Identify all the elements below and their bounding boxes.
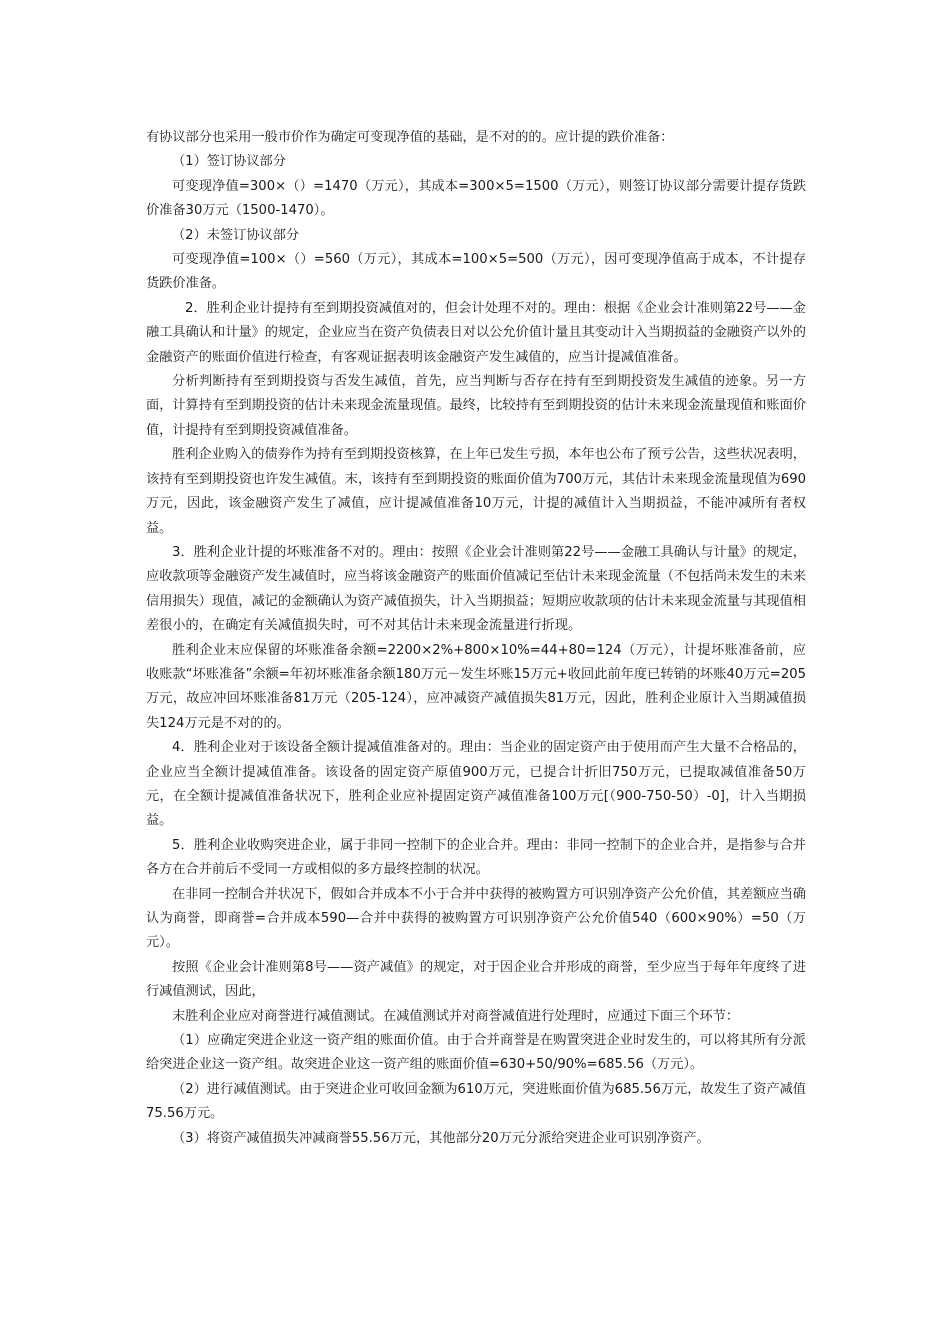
paragraph-item-4: 4．胜利企业对于该设备全额计提减值准备对的。理由：当企业的固定资产由于使用而产生大量不合格品的，企业应当全额计提减值准备。该设备的固定资产原值900万元，已提合计折旧750万元，已提取减值准备50万元，在全额计提减值准备状况下，胜利企业应补提固定资产减值准备100万元[（900-750-50）-0]，计入当期损益。 <box>146 740 806 829</box>
paragraph-item-3: 3．胜利企业计提的坏账准备不对的。理由：按照《企业会计准则第22号——金融工具确认与计量》的规定，应收款项等金融资产发生减值时，应当将该金融资产的账面价值减记至估计未来现金流量（不包括尚未发生的未来信用损失）现值，减记的金额确认为资产减值损失，计入当期损益；短期应收款项的估计未来现金流量与其现值相差很小的，在确定有关减值损失时，可不对其估计未来现金流量进行折现。 <box>146 544 806 634</box>
paragraph-signed-calc: 可变现净值=300×（）=1470（万元），其成本=300×5=1500（万元），则签订协议部分需要计提存货跌价准备30万元（1500-1470）。 <box>146 178 806 219</box>
paragraph-item-5: 5．胜利企业收购突进企业，属于非同一控制下的企业合并。理由：非同一控制下的企业合并，是指参与合并各方在合并前后不受同一方或相似的多方最终控制的状况。 <box>146 837 806 878</box>
paragraph-item-2: 2．胜利企业计提持有至到期投资减值对的，但会计处理不对的。理由：根据《企业会计准则第22号——金融工具确认和计量》的规定，企业应当在资产负债表日对以公允价值计量且其变动计入当期损益的金融资产以外的金融资产的账面价值进行检查，有客观证据表明该金融资产发生减值的，应当计提减值准备。 <box>146 300 806 365</box>
paragraph-step-2: （2）进行减值测试。由于突进企业可收回金额为610万元，突进账面价值为685.56万元，故发生了资产减值75.56万元。 <box>146 1081 806 1122</box>
paragraph-bad-debt-calc: 胜利企业末应保留的坏账准备余额=2200×2%+800×10%=44+80=124（万元），计提坏账准备前，应收账款“坏账准备”余额=年初坏账准备余额180万元－发生坏账15万元+收回此前年度已转销的坏账40万元=205万元，故应冲回坏账准备81万元（205-124），应冲减资产减值损失81万元，因此，胜利企业原计入当期减值损失124万元是不对的的。 <box>146 642 806 731</box>
paragraph-goodwill-calc: 在非同一控制合并状况下，假如合并成本不小于合并中获得的被购置方可识别净资产公允价值，其差额应当确认为商誉，即商誉=合并成本590—合并中获得的被购置方可识别净资产公允价值540（600×90%）=50（万元）。 <box>146 886 806 951</box>
subheading-signed-contract: （1）签订协议部分 <box>172 154 286 170</box>
paragraph-continuation: 有协议部分也采用一般市价作为确定可变现净值的基础，是不对的的。应计提的跌价准备： <box>146 130 674 145</box>
document-body <box>146 126 806 1151</box>
paragraph-step-3: （3）将资产减值损失冲减商誉55.56万元，其他部分20万元分派给突进企业可识别净资产。 <box>172 1130 710 1146</box>
paragraph-impairment-analysis: 分析判断持有至到期投资与否发生减值，首先，应当判断与否存在持有至到期投资发生减值的迹象。另一方面，计算持有至到期投资的估计未来现金流量现值。最终，比较持有至到期投资的估计未来现金流量现值和账面价值，计提持有至到期投资减值准备。 <box>146 374 806 438</box>
paragraph-unsigned-calc: 可变现净值=100×（）=560（万元），其成本=100×5=500（万元），因可变现净值高于成本，不计提存货跌价准备。 <box>146 252 806 292</box>
paragraph-step-1: （1）应确定突进企业这一资产组的账面价值。由于合并商誉是在购置突进企业时发生的，可以将其所有分派给突进企业这一资产组。故突进企业这一资产组的账面价值=630+50/90%=685.56（万元）。 <box>146 1033 806 1073</box>
paragraph-bond-impairment: 胜利企业购入的债券作为持有至到期投资核算，在上年已发生亏损，本年也公布了预亏公告，这些状况表明，该持有至到期投资也许发生减值。末，该持有至到期投资的账面价值为700万元，其估计未来现金流量现值为690万元，因此，该金融资产发生了减值，应计提减值准备10万元，计提的减值计入当期损益，不能冲减所有者权益。 <box>146 447 806 536</box>
paragraph-goodwill-steps-intro: 末胜利企业应对商誉进行减值测试。在减值测试并对商誉减值进行处理时，应通过下面三个环节： <box>172 1008 740 1024</box>
subheading-unsigned-contract: （2）未签订协议部分 <box>172 227 300 243</box>
paragraph-goodwill-standard: 按照《企业会计准则第8号——资产减值》的规定，对于因企业合并形成的商誉，至少应当于每年年度终了进行减值测试，因此， <box>146 959 806 1000</box>
